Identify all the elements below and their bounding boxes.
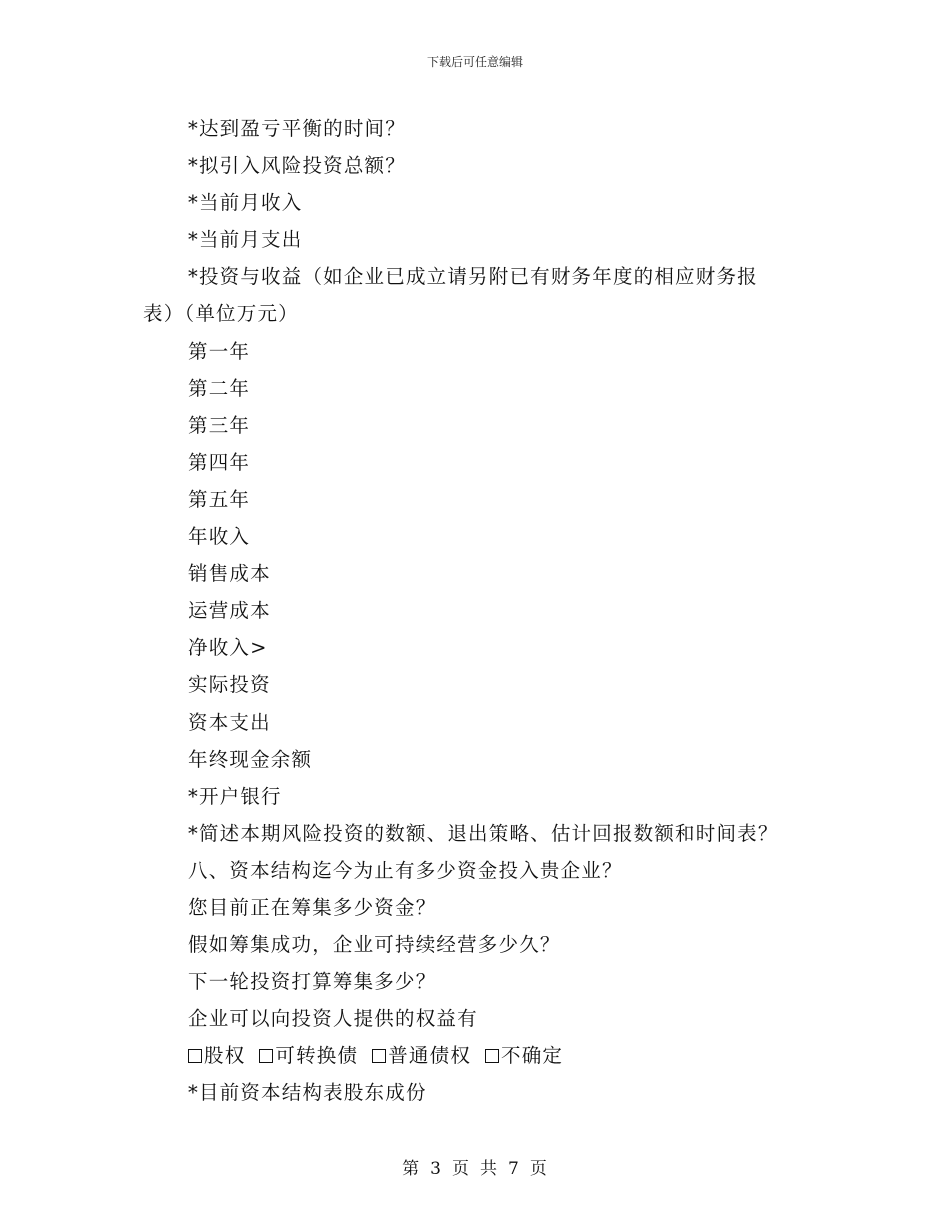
text-line: 第三年: [188, 413, 251, 437]
text-line: 企业可以向投资人提供的权益有: [188, 1007, 478, 1031]
option-undecided[interactable]: [485, 1037, 563, 1074]
footer-page-number: 3: [430, 1159, 442, 1179]
option-label: 可转换债: [275, 1044, 359, 1068]
option-label: 普通债权: [388, 1044, 472, 1068]
checkbox-icon[interactable]: [188, 1049, 202, 1063]
text-line: 第一年: [188, 339, 251, 363]
text-line: *达到盈亏平衡的时间？: [188, 117, 406, 140]
text-line: 假如筹集成功，企业可持续经营多少久？: [188, 933, 561, 957]
footer-total-word: 共: [480, 1159, 498, 1179]
text-line: 年收入: [188, 525, 251, 549]
footer-page-word: 第: [402, 1159, 421, 1179]
footer-total-number: 7: [508, 1159, 520, 1179]
document-body: [143, 110, 823, 1112]
text-line: 年终现金余额: [188, 747, 313, 771]
header-note: 下载后可任意编辑: [426, 55, 523, 69]
text-line: 运营成本: [188, 599, 271, 623]
option-label: 不确定: [501, 1044, 564, 1068]
text-line: 下一轮投资打算筹集多少？: [188, 970, 437, 994]
text-line: 八、资本结构迄今为止有多少资金投入贵企业？: [188, 858, 623, 882]
checkbox-icon[interactable]: [372, 1049, 386, 1063]
option-label: 股权: [204, 1044, 246, 1068]
text-line: *投资与收益（如企业已成立请另附已有财务年度的相应财务报: [188, 265, 758, 289]
text-line: *目前资本结构表股东成份: [188, 1081, 427, 1105]
page-footer: [0, 1154, 950, 1179]
text-line: *当前月收入: [188, 191, 303, 215]
text-line: 第四年: [188, 450, 251, 474]
checkbox-icon[interactable]: [485, 1049, 499, 1063]
footer-page-unit: 页: [452, 1159, 470, 1179]
equity-options: [143, 1037, 823, 1074]
text-line: *开户银行: [188, 784, 282, 808]
text-line: 第二年: [188, 376, 251, 400]
text-line: *简述本期风险投资的数额、退出策略、估计回报数额和时间表？: [188, 821, 779, 845]
text-line: 销售成本: [188, 562, 271, 586]
text-line: 净收入>: [188, 636, 268, 660]
text-line: *拟引入风险投资总额？: [188, 154, 406, 178]
footer-total-unit: 页: [529, 1159, 548, 1179]
option-convertible-debt[interactable]: [259, 1037, 358, 1074]
text-line: 资本支出: [188, 710, 271, 734]
text-line: *当前月支出: [188, 228, 303, 252]
option-ordinary-debt[interactable]: [372, 1037, 471, 1074]
option-equity[interactable]: [188, 1037, 245, 1074]
text-line-wrap: 表）（单位万元）: [143, 302, 299, 326]
text-line: 实际投资: [188, 673, 271, 697]
checkbox-icon[interactable]: [259, 1049, 273, 1063]
text-line: 您目前正在筹集多少资金？: [188, 895, 437, 919]
text-line: 第五年: [188, 487, 251, 511]
